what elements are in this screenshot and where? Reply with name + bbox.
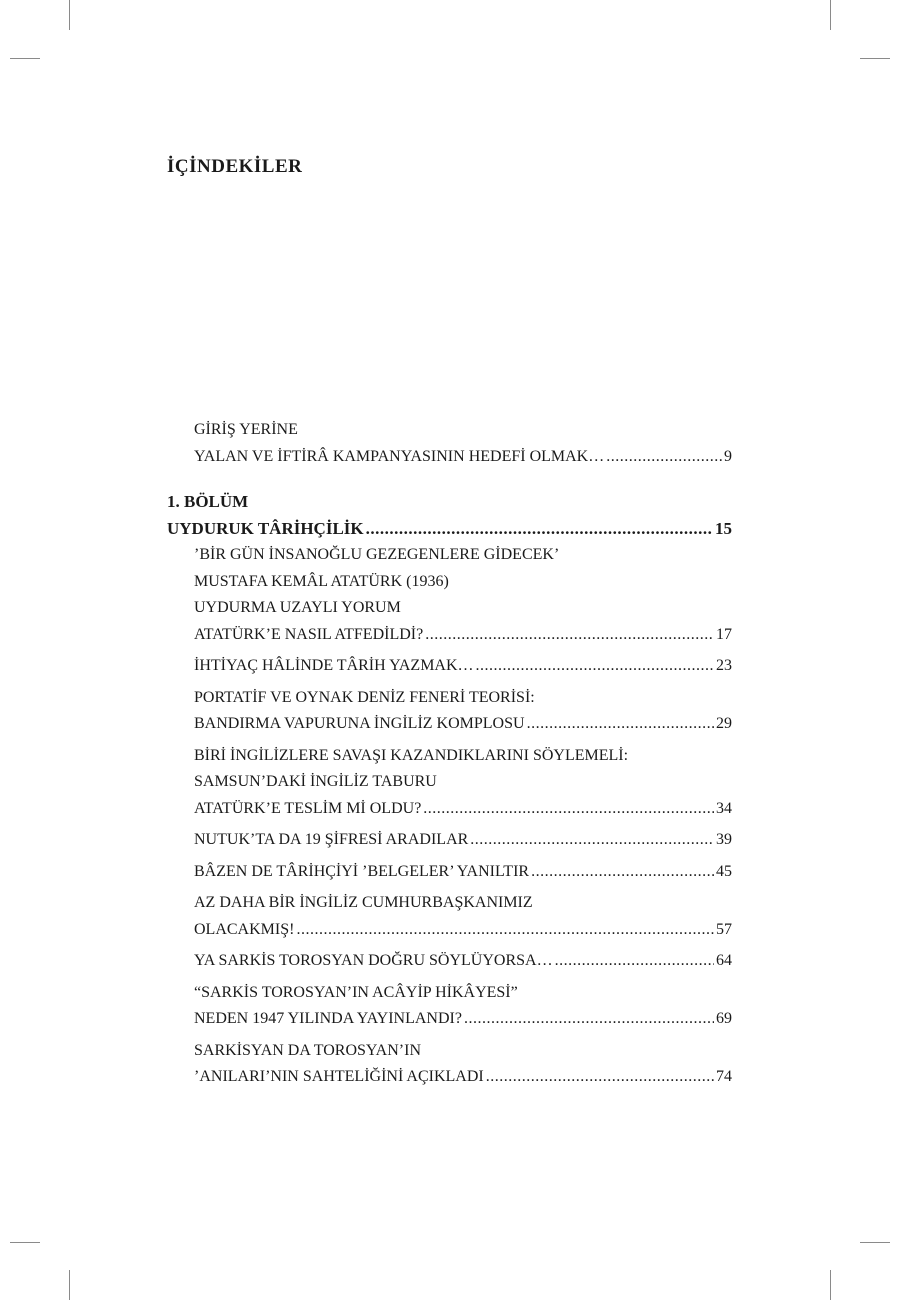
crop-mark xyxy=(830,0,831,30)
page-number: 17 xyxy=(716,625,732,643)
dot-leader xyxy=(425,622,714,649)
toc-entry[interactable]: AZ DAHA BİR İNGİLİZ CUMHURBAŞKANIMIZ OLACAKMIŞ! ..... 57 xyxy=(167,890,732,943)
page-number: 9 xyxy=(724,447,732,465)
crop-mark xyxy=(10,58,40,59)
table-of-contents xyxy=(167,417,732,1091)
toc-entry[interactable] xyxy=(167,827,732,854)
toc-entry-intro[interactable] xyxy=(167,417,732,470)
page-number: 45 xyxy=(716,862,732,880)
crop-mark xyxy=(860,58,890,59)
page-title: İÇİNDEKİLER xyxy=(167,156,303,177)
toc-entry[interactable]: SARKİSYAN DA TOROSYAN’IN ’ANILARI’NIN SAHTELİĞİNİ AÇIKLADI ..... 74 xyxy=(167,1038,732,1091)
dot-leader xyxy=(476,653,714,680)
page-number: 69 xyxy=(716,1010,732,1027)
toc-entry-line: GİRİŞ YERİNE xyxy=(194,421,298,438)
dot-leader xyxy=(470,827,714,854)
toc-entry[interactable] xyxy=(167,653,732,680)
toc-entry[interactable]: BİRİ İNGİLİZLERE SAVAŞI KAZANDIKLARINI SÖYLEMELİ: SAMSUN’DAKİ İNGİLİZ TABURU ATATÜRK’E TESLİM Mİ OLDU? ..... 34 xyxy=(167,743,732,823)
toc-entry-title: ATATÜRK’E TESLİM Mİ OLDU? xyxy=(194,799,422,817)
dot-leader xyxy=(606,444,722,471)
dot-leader xyxy=(296,917,714,944)
chapter-label: 1. BÖLÜM xyxy=(167,492,249,511)
toc-entry-title: BÂZEN DE TÂRİHÇİYİ ’BELGELER’ YANILTIR xyxy=(194,862,530,880)
toc-entry[interactable]: “SARKİS TOROSYAN’IN ACÂYİP HİKÂYESİ” NEDEN 1947 YILINDA YAYINLANDI? ..... 69 xyxy=(167,980,732,1033)
dot-leader xyxy=(486,1064,714,1091)
chapter-title: UYDURUK TÂRİHÇİLİK xyxy=(167,519,364,538)
toc-entry-title: OLACAKMIŞ! xyxy=(194,920,295,938)
page-number: 39 xyxy=(716,831,732,848)
page-number: 57 xyxy=(716,920,732,938)
toc-entry-title: ATATÜRK’E NASIL ATFEDİLDİ? xyxy=(194,625,424,643)
page-number: 34 xyxy=(716,799,732,817)
toc-entry[interactable] xyxy=(167,948,732,975)
crop-mark xyxy=(830,1270,831,1300)
dot-leader xyxy=(464,1006,714,1033)
toc-entry[interactable]: ’BİR GÜN İNSANOĞLU GEZEGENLERE GİDECEK’ MUSTAFA KEMÂL ATATÜRK (1936) UYDURMA UZAYLI YORUM ATATÜRK’E NASIL ATFEDİLDİ? ..... 17 xyxy=(167,542,732,648)
crop-mark xyxy=(860,1242,890,1243)
toc-entry-title: İHTİYAÇ HÂLİNDE TÂRİH YAZMAK… xyxy=(194,657,474,674)
page-number: 64 xyxy=(716,952,732,969)
toc-entry[interactable] xyxy=(167,859,732,886)
dot-leader xyxy=(531,859,714,886)
crop-mark xyxy=(69,1270,70,1300)
toc-entry-line xyxy=(194,444,732,471)
toc-entry-title: ’ANILARI’NIN SAHTELİĞİNİ AÇIKLADI xyxy=(194,1068,484,1085)
chapter-title-line xyxy=(167,515,732,542)
toc-entry-title: NEDEN 1947 YILINDA YAYINLANDI? xyxy=(194,1010,462,1027)
toc-entry-title: BANDIRMA VAPURUNA İNGİLİZ KOMPLOSU xyxy=(194,715,525,732)
dot-leader xyxy=(423,796,714,823)
page-number: 15 xyxy=(715,519,732,538)
chapter-heading[interactable] xyxy=(167,488,732,542)
crop-mark xyxy=(10,1242,40,1243)
dot-leader xyxy=(555,948,714,975)
crop-mark xyxy=(69,0,70,30)
page-number: 29 xyxy=(716,715,732,732)
toc-entry[interactable]: PORTATİF VE OYNAK DENİZ FENERİ TEORİSİ: BANDIRMA VAPURUNA İNGİLİZ KOMPLOSU ..... 29 xyxy=(167,685,732,738)
page-number: 23 xyxy=(716,657,732,674)
toc-entry-title: YA SARKİS TOROSYAN DOĞRU SÖYLÜYORSA… xyxy=(194,952,553,969)
page-number: 74 xyxy=(716,1068,732,1085)
toc-entry-title: NUTUK’TA DA 19 ŞİFRESİ ARADILAR xyxy=(194,831,469,848)
dot-leader xyxy=(366,515,713,542)
toc-entry-title: YALAN VE İFTİRÂ KAMPANYASININ HEDEFİ OLMAK… xyxy=(194,447,605,465)
dot-leader xyxy=(527,711,714,738)
